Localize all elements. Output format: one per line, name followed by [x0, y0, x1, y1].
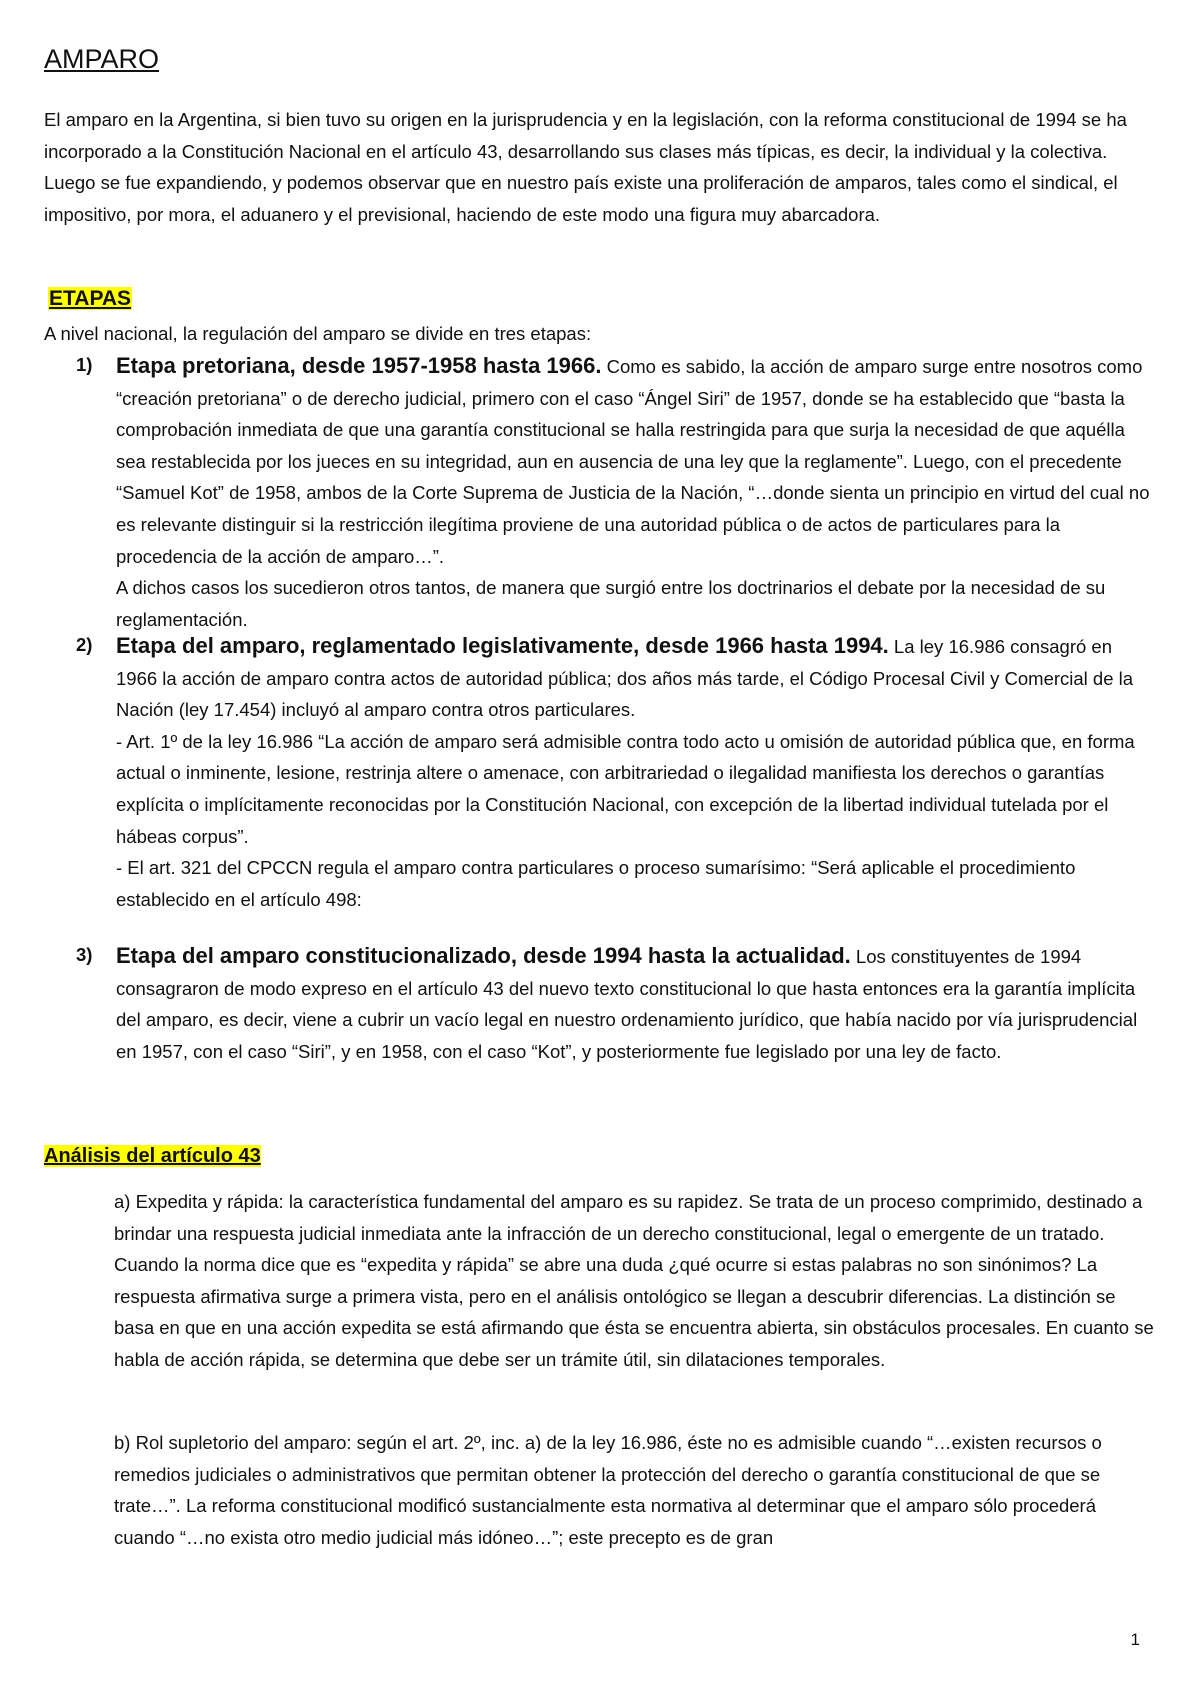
- etapa-text: Los constituyentes de 1994 consagraron de modo expreso en el artículo 43 del nuevo texto constitucional lo que hasta entonces era la garantía implícita del amparo, es decir, viene a cubrir un vacío legal en nuestro ordenamiento jurídico, que había nacido por vía jurisprudencial en 1957, con el caso “Siri”, y en 1958, con el caso “Kot”, y posteriormente fue legislado por una ley de facto.: [116, 946, 1138, 1062]
- analisis-heading: [44, 1145, 261, 1168]
- etapa-number: 1): [76, 354, 93, 375]
- etapa-item-2: [76, 630, 1158, 915]
- etapa-lead: Etapa del amparo constitucionalizado, desde 1994 hasta la actualidad.: [116, 943, 851, 968]
- etapas-heading-text: ETAPAS: [49, 287, 132, 310]
- intro-paragraph: El amparo en la Argentina, si bien tuvo su origen en la jurisprudencia y en la legislación, con la reforma constitucional de 1994 se ha incorporado a la Constitución Nacional en el artículo 43, desarrollando sus clases más típicas, es decir, la individual y la colectiva. Luego se fue expandiendo, y podemos observar que en nuestro país existe una proliferación de amparos, tales como el sindical, el impositivo, por mora, el aduanero y el previsional, haciendo de este modo una figura muy abarcadora.: [44, 109, 1127, 225]
- etapa-extra-2: - El art. 321 del CPCCN regula el amparo contra particulares o proceso sumarísimo: “Será aplicable el procedimiento establecido en el artículo 498:: [116, 857, 1076, 910]
- etapa-text: La ley 16.986 consagró en 1966 la acción de amparo contra actos de autoridad pública; dos años más tarde, el Código Procesal Civil y Comercial de la Nación (ley 17.454) incluyó al amparo contra otros particulares.: [116, 636, 1134, 721]
- etapas-heading: [48, 287, 132, 311]
- etapa-extra: - Art. 1º de la ley 16.986 “La acción de amparo será admisible contra todo acto u omisión de autoridad pública que, en forma actual o inminente, lesione, restrinja altere o amenace, con arbitrariedad o ilegalidad manifiesta los derechos o garantías explícita o implícitamente reconocidas por la Constitución Nacional, con excepción de la libertad individual tutelada por el hábeas corpus”.: [116, 730, 1135, 847]
- etapa-item-3: [76, 940, 1158, 1067]
- etapa-lead: Etapa del amparo, reglamentado legislativamente, desde 1966 hasta 1994.: [116, 633, 889, 658]
- etapa-lead: Etapa pretoriana, desde 1957-1958 hasta 1966.: [116, 353, 602, 378]
- etapa-number: 3): [76, 944, 93, 965]
- page-title: AMPARO: [44, 44, 160, 74]
- etapa-item-1: [76, 350, 1158, 635]
- analisis-heading-text: Análisis del artículo 43: [44, 1145, 261, 1167]
- analisis-paragraph-b: b) Rol supletorio del amparo: según el art. 2º, inc. a) de la ley 16.986, éste no es admisible cuando “…existen recursos o remedios judiciales o administrativos que permitan obtener la protección del derecho o garantía constitucional de que se trate…”. La reforma constitucional modificó sustancialmente esta normativa al determinar que el amparo sólo procederá cuando “…no exista otro medio judicial más idóneo…”; este precepto es de gran: [114, 1432, 1102, 1548]
- etapa-text: Como es sabido, la acción de amparo surge entre nosotros como “creación pretoriana” o de derecho judicial, primero con el caso “Ángel Siri” de 1957, donde se ha establecido que “basta la comprobación inmediata de que una garantía constitucional se halla restringida para que surja la necesidad de que aquélla sea restablecida por los jueces en su integridad, aun en ausencia de una ley que la reglamente”. Luego, con el precedente “Samuel Kot” de 1958, ambos de la Corte Suprema de Justicia de la Nación, “…donde sienta un principio en virtud del cual no es relevante distinguir si la restricción ilegítima proviene de una autoridad pública o de actos de particulares para la procedencia de la acción de amparo…”.: [116, 356, 1150, 567]
- nivel-paragraph: A nivel nacional, la regulación del amparo se divide en tres etapas:: [44, 323, 592, 344]
- analisis-paragraph-a: a) Expedita y rápida: la característica fundamental del amparo es su rapidez. Se trata de un proceso comprimido, destinado a brindar una respuesta judicial inmediata ante la infracción de un derecho constitucional, legal o emergente de un tratado. Cuando la norma dice que es “expedita y rápida” se abre una duda ¿qué ocurre si estas palabras no son sinónimos? La respuesta afirmativa surge a primera vista, pero en el análisis ontológico se llegan a descubrir diferencias. La distinción se basa en que en una acción expedita se está afirmando que ésta se encuentra abierta, sin obstáculos procesales. En cuanto se habla de acción rápida, se determina que debe ser un trámite útil, sin dilataciones temporales.: [114, 1191, 1154, 1370]
- etapa-number: 2): [76, 634, 93, 655]
- etapa-extra: A dichos casos los sucedieron otros tantos, de manera que surgió entre los doctrinarios el debate por la necesidad de su reglamentación.: [116, 577, 1106, 630]
- page-number: 1: [1130, 1630, 1140, 1649]
